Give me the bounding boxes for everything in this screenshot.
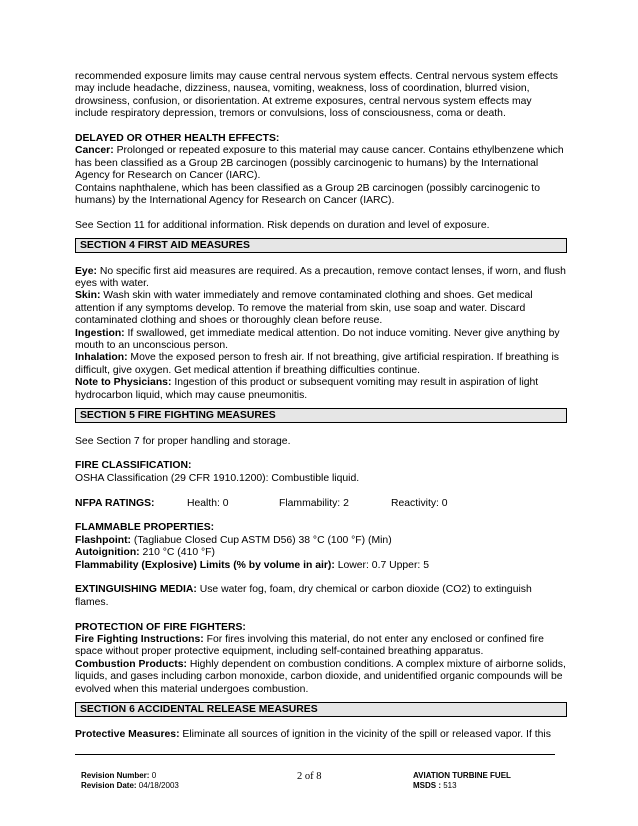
see-section-11: See Section 11 for additional information. Risk depends on duration and level of exposure. <box>75 219 490 231</box>
nfpa-reactivity: Reactivity: 0 <box>391 497 448 509</box>
see-section-7: See Section 7 for proper handling and storage. <box>75 435 291 447</box>
combustion-products-label: Combustion Products: <box>75 658 187 670</box>
protective-measures-label: Protective Measures: <box>75 729 180 741</box>
page-footer <box>81 771 555 799</box>
flammability-limits-label: Flammability (Explosive) Limits (% by volume in air): <box>75 559 335 571</box>
inhalation-label: Inhalation: <box>75 352 128 364</box>
nfpa-label: NFPA RATINGS: <box>75 497 155 509</box>
protective-measures-paragraph <box>75 729 567 741</box>
combustion-products-paragraph <box>75 659 567 696</box>
physicians-text: Ingestion of this product or subsequent vomiting may result in aspiration of light hydrocarbon liquid, which may cause pneumonitis. <box>75 377 539 401</box>
skin-text: Wash skin with water immediately and remove contaminated clothing and shoes. Get medical attention if any symptoms develop. To remove the material from skin, use soap and water. Discard contaminated clothing and shoes or thoroughly clean before reuse. <box>75 290 533 327</box>
nfpa-flammability: Flammability: 2 <box>279 497 349 509</box>
product-name <box>413 771 511 781</box>
autoignition-text: 210 °C (410 °F) <box>139 547 215 559</box>
autoignition-label: Autoignition: <box>75 547 140 559</box>
inhalation-paragraph <box>75 352 567 377</box>
inhalation-text: Move the exposed person to fresh air. If not breathing, give artificial respiration. If breathing is difficult, give oxygen. Get medical attention if breathing difficulties continue. <box>75 352 559 376</box>
section-6-header: SECTION 6 ACCIDENTAL RELEASE MEASURES <box>75 702 567 717</box>
cancer-paragraph <box>75 145 567 182</box>
skin-paragraph <box>75 290 567 327</box>
physicians-paragraph <box>75 377 567 402</box>
flashpoint-text: (Tagliabue Closed Cup ASTM D56) 38 °C (100 °F) (Min) <box>131 534 392 546</box>
revision-number-value: 0 <box>149 771 157 780</box>
combustion-products-text: Highly dependent on combustion conditions. A complex mixture of airborne solids, liquids, and gases including carbon monoxide, carbon dioxide, and unidentified organic compounds will be evolved when this material undergoes combustion. <box>75 658 566 695</box>
flashpoint-label: Flashpoint: <box>75 534 131 546</box>
autoignition-line <box>75 547 567 559</box>
intro-paragraph: recommended exposure limits may cause central nervous system effects. Central nervous system effects may include headache, dizziness, nausea, vomiting, weakness, loss of coordination, blurred vision, drowsiness, confusion, or disorientation. At extreme exposures, central nervous system effects may include respiratory depression, tremors or convulsions, loss of consciousness, coma or death. <box>75 71 558 120</box>
ingestion-paragraph <box>75 328 567 353</box>
ingestion-label: Ingestion: <box>75 327 125 339</box>
product-name-text: AVIATION TURBINE FUEL <box>413 771 511 780</box>
flammable-properties-heading: FLAMMABLE PROPERTIES: <box>75 522 215 534</box>
extinguishing-media-label: EXTINGUISHING MEDIA: <box>75 584 197 596</box>
protective-measures-text: Eliminate all sources of ignition in the vicinity of the spill or released vapor. If this <box>179 729 551 741</box>
fire-classification-text: OSHA Classification (29 CFR 1910.1200): Combustible liquid. <box>75 472 360 484</box>
naphthalene-paragraph: Contains naphthalene, which has been classified as a Group 2B carcinogen (possibly carcinogenic to humans) by the International Agency for Research on Cancer (IARC). <box>75 182 540 207</box>
msds-line <box>413 781 511 791</box>
revision-date-label: Revision Date: <box>81 781 137 790</box>
delayed-effects-heading: DELAYED OR OTHER HEALTH EFFECTS: <box>75 133 280 145</box>
flammability-limits-line <box>75 560 567 572</box>
page-content <box>75 71 567 742</box>
ingestion-text: If swallowed, get immediate medical attention. Do not induce vomiting. Never give anything by mouth to an unconscious person. <box>75 327 560 352</box>
footer-revision-block <box>81 771 179 791</box>
section-5-header: SECTION 5 FIRE FIGHTING MEASURES <box>75 408 567 423</box>
cancer-text: Prolonged or repeated exposure to this material may cause cancer. Contains ethylbenzene which has been classified as a Group 2B carcinogen (possibly carcinogenic to humans) by the International Agency for Research on Cancer (IARC). <box>75 145 564 182</box>
eye-paragraph <box>75 266 567 291</box>
fire-fighting-instructions-label: Fire Fighting Instructions: <box>75 633 204 645</box>
nfpa-health: Health: 0 <box>187 497 229 509</box>
fire-classification-heading: FIRE CLASSIFICATION: <box>75 460 192 472</box>
physicians-label: Note to Physicians: <box>75 377 172 389</box>
eye-text: No specific first aid measures are required. As a precaution, remove contact lenses, if worn, and flush eyes with water. <box>75 265 566 290</box>
fire-fighting-instructions-text: For fires involving this material, do not enter any enclosed or confined fire space without proper protective equipment, including self-contained breathing apparatus. <box>75 633 544 658</box>
cancer-label: Cancer: <box>75 145 114 157</box>
msds-number: 513 <box>441 781 457 790</box>
extinguishing-media-paragraph <box>75 584 567 609</box>
page-number: 2 of 8 <box>297 771 322 782</box>
flashpoint-line <box>75 535 567 547</box>
revision-number-line <box>81 771 179 781</box>
fire-fighting-instructions-paragraph <box>75 634 567 659</box>
footer-product-block <box>413 771 511 791</box>
eye-label: Eye: <box>75 265 97 277</box>
section-4-header: SECTION 4 FIRST AID MEASURES <box>75 238 567 253</box>
nfpa-ratings-row <box>75 498 567 510</box>
msds-label: MSDS : <box>413 781 441 790</box>
revision-date-line <box>81 781 179 791</box>
footer-divider <box>75 754 555 755</box>
extinguishing-media-text: Use water fog, foam, dry chemical or carbon dioxide (CO2) to extinguish flames. <box>75 584 532 608</box>
revision-number-label: Revision Number: <box>81 771 150 780</box>
skin-label: Skin: <box>75 290 101 302</box>
flammability-limits-text: Lower: 0.7 Upper: 5 <box>334 559 429 571</box>
protection-fire-fighters-heading: PROTECTION OF FIRE FIGHTERS: <box>75 621 246 633</box>
revision-date-value: 04/18/2003 <box>136 781 179 790</box>
